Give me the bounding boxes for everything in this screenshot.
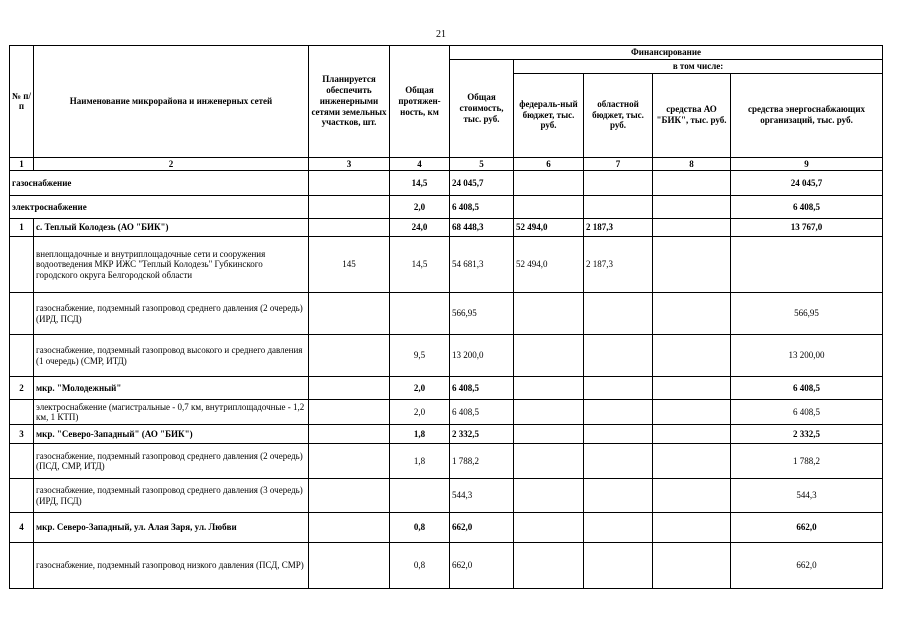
row-total-cost: 68 448,3 bbox=[450, 219, 514, 237]
table-row bbox=[10, 425, 883, 444]
row-federal bbox=[514, 171, 584, 196]
row-name: газоснабжение, подземный газопровод высокого и среднего давления (1 очередь) (СМР, ИТД) bbox=[34, 335, 309, 377]
row-total-cost: 566,95 bbox=[450, 293, 514, 335]
row-planned: 145 bbox=[309, 237, 390, 293]
row-number: 4 bbox=[10, 513, 34, 543]
row-length: 14,5 bbox=[390, 171, 450, 196]
row-bik bbox=[653, 444, 731, 479]
row-length: 1,8 bbox=[390, 444, 450, 479]
row-number bbox=[10, 400, 34, 425]
row-total-cost: 54 681,3 bbox=[450, 237, 514, 293]
row-regional bbox=[584, 196, 653, 219]
table-row bbox=[10, 219, 883, 237]
row-planned bbox=[309, 543, 390, 589]
row-regional bbox=[584, 293, 653, 335]
table-row bbox=[10, 237, 883, 293]
row-energy: 13 200,00 bbox=[731, 335, 883, 377]
table-row bbox=[10, 513, 883, 543]
row-regional bbox=[584, 513, 653, 543]
row-federal bbox=[514, 444, 584, 479]
row-length: 0,8 bbox=[390, 513, 450, 543]
row-number bbox=[10, 293, 34, 335]
row-name: с. Теплый Колодезь (АО "БИК") bbox=[34, 219, 309, 237]
row-total-cost: 6 408,5 bbox=[450, 377, 514, 400]
row-bik bbox=[653, 196, 731, 219]
row-length: 24,0 bbox=[390, 219, 450, 237]
row-length: 0,8 bbox=[390, 543, 450, 589]
row-energy: 6 408,5 bbox=[731, 400, 883, 425]
table-row bbox=[10, 543, 883, 589]
table-row bbox=[10, 293, 883, 335]
row-name: внеплощадочные и внутриплощадочные сети и сооружения водоотведения МКР ИЖС "Теплый Колодезь" Губкинского городского округа Белгородской области bbox=[34, 237, 309, 293]
row-number: 3 bbox=[10, 425, 34, 444]
row-regional bbox=[584, 543, 653, 589]
header-including: в том числе: bbox=[514, 59, 883, 73]
row-federal bbox=[514, 425, 584, 444]
header-financing: Финансирование bbox=[450, 46, 883, 60]
column-number: 1 bbox=[10, 157, 34, 171]
row-length: 2,0 bbox=[390, 400, 450, 425]
row-energy: 662,0 bbox=[731, 543, 883, 589]
row-federal bbox=[514, 335, 584, 377]
column-number: 9 bbox=[731, 157, 883, 171]
row-length: 9,5 bbox=[390, 335, 450, 377]
row-total-cost: 544,3 bbox=[450, 479, 514, 513]
row-planned bbox=[309, 425, 390, 444]
row-regional bbox=[584, 377, 653, 400]
table-row bbox=[10, 377, 883, 400]
table-row bbox=[10, 479, 883, 513]
table-row bbox=[10, 444, 883, 479]
row-planned bbox=[309, 196, 390, 219]
row-regional bbox=[584, 479, 653, 513]
row-bik bbox=[653, 335, 731, 377]
row-planned bbox=[309, 335, 390, 377]
row-total-cost: 662,0 bbox=[450, 543, 514, 589]
row-federal bbox=[514, 196, 584, 219]
row-energy: 662,0 bbox=[731, 513, 883, 543]
row-federal bbox=[514, 400, 584, 425]
row-number: 2 bbox=[10, 377, 34, 400]
row-planned bbox=[309, 444, 390, 479]
row-name: мкр. "Северо-Западный" (АО "БИК") bbox=[34, 425, 309, 444]
row-energy: 2 332,5 bbox=[731, 425, 883, 444]
row-total-cost: 24 045,7 bbox=[450, 171, 514, 196]
column-number: 4 bbox=[390, 157, 450, 171]
row-regional bbox=[584, 425, 653, 444]
row-federal bbox=[514, 293, 584, 335]
row-number bbox=[10, 479, 34, 513]
row-total-cost: 13 200,0 bbox=[450, 335, 514, 377]
header-energy: средства энергоснабжающих организаций, тыс. руб. bbox=[731, 73, 883, 157]
row-planned bbox=[309, 293, 390, 335]
row-total-cost: 6 408,5 bbox=[450, 400, 514, 425]
row-energy: 544,3 bbox=[731, 479, 883, 513]
row-energy: 1 788,2 bbox=[731, 444, 883, 479]
row-regional bbox=[584, 400, 653, 425]
row-length bbox=[390, 293, 450, 335]
row-bik bbox=[653, 513, 731, 543]
header-federal: федераль-ный бюджет, тыс. руб. bbox=[514, 73, 584, 157]
column-number: 2 bbox=[34, 157, 309, 171]
row-energy: 6 408,5 bbox=[731, 196, 883, 219]
row-energy: 6 408,5 bbox=[731, 377, 883, 400]
row-energy bbox=[731, 237, 883, 293]
row-federal: 52 494,0 bbox=[514, 237, 584, 293]
row-name: газоснабжение bbox=[10, 171, 309, 196]
row-total-cost: 662,0 bbox=[450, 513, 514, 543]
row-length: 1,8 bbox=[390, 425, 450, 444]
row-federal bbox=[514, 513, 584, 543]
row-bik bbox=[653, 293, 731, 335]
row-energy: 13 767,0 bbox=[731, 219, 883, 237]
header-name: Наименование микрорайона и инженерных сетей bbox=[34, 46, 309, 158]
row-planned bbox=[309, 171, 390, 196]
row-planned bbox=[309, 479, 390, 513]
row-bik bbox=[653, 171, 731, 196]
row-regional bbox=[584, 171, 653, 196]
row-name: газоснабжение, подземный газопровод среднего давления (3 очередь) (ИРД, ПСД) bbox=[34, 479, 309, 513]
row-bik bbox=[653, 237, 731, 293]
row-name: газоснабжение, подземный газопровод среднего давления (2 очередь) (ПСД, СМР, ИТД) bbox=[34, 444, 309, 479]
row-bik bbox=[653, 543, 731, 589]
row-regional: 2 187,3 bbox=[584, 219, 653, 237]
financing-table bbox=[9, 45, 883, 589]
row-total-cost: 6 408,5 bbox=[450, 196, 514, 219]
row-name: газоснабжение, подземный газопровод среднего давления (2 очередь) (ИРД, ПСД) bbox=[34, 293, 309, 335]
row-planned bbox=[309, 377, 390, 400]
column-number: 8 bbox=[653, 157, 731, 171]
row-regional bbox=[584, 444, 653, 479]
table-row bbox=[10, 400, 883, 425]
column-number-row bbox=[10, 157, 883, 171]
column-number: 3 bbox=[309, 157, 390, 171]
header-bik: средства АО "БИК", тыс. руб. bbox=[653, 73, 731, 157]
row-length: 2,0 bbox=[390, 196, 450, 219]
row-federal: 52 494,0 bbox=[514, 219, 584, 237]
row-number bbox=[10, 543, 34, 589]
row-regional: 2 187,3 bbox=[584, 237, 653, 293]
row-bik bbox=[653, 219, 731, 237]
table-row bbox=[10, 335, 883, 377]
row-bik bbox=[653, 377, 731, 400]
row-planned bbox=[309, 513, 390, 543]
table-row bbox=[10, 196, 883, 219]
row-name: электроснабжение bbox=[10, 196, 309, 219]
row-name: электроснабжение (магистральные - 0,7 км, внутриплощадочные - 1,2 км, 1 КТП) bbox=[34, 400, 309, 425]
header-total-cost: Общая стоимость, тыс. руб. bbox=[450, 59, 514, 157]
table-body bbox=[10, 171, 883, 589]
row-federal bbox=[514, 479, 584, 513]
row-total-cost: 2 332,5 bbox=[450, 425, 514, 444]
row-name: мкр. "Молодежный" bbox=[34, 377, 309, 400]
row-length: 2,0 bbox=[390, 377, 450, 400]
row-name: мкр. Северо-Западный, ул. Алая Заря, ул. Любви bbox=[34, 513, 309, 543]
row-name: газоснабжение, подземный газопровод низкого давления (ПСД, СМР) bbox=[34, 543, 309, 589]
row-length: 14,5 bbox=[390, 237, 450, 293]
column-number: 5 bbox=[450, 157, 514, 171]
row-number bbox=[10, 444, 34, 479]
row-bik bbox=[653, 400, 731, 425]
header-regional: областной бюджет, тыс. руб. bbox=[584, 73, 653, 157]
row-regional bbox=[584, 335, 653, 377]
header-num: № п/п bbox=[10, 46, 34, 158]
row-length bbox=[390, 479, 450, 513]
row-energy: 566,95 bbox=[731, 293, 883, 335]
column-number: 7 bbox=[584, 157, 653, 171]
table-row bbox=[10, 171, 883, 196]
row-federal bbox=[514, 543, 584, 589]
row-planned bbox=[309, 219, 390, 237]
row-planned bbox=[309, 400, 390, 425]
row-number: 1 bbox=[10, 219, 34, 237]
row-number bbox=[10, 237, 34, 293]
row-federal bbox=[514, 377, 584, 400]
row-energy: 24 045,7 bbox=[731, 171, 883, 196]
column-number: 6 bbox=[514, 157, 584, 171]
header-planned: Планируется обеспечить инженерными сетями земельных участков, шт. bbox=[309, 46, 390, 158]
row-bik bbox=[653, 479, 731, 513]
header-length: Общая протяжен-ность, км bbox=[390, 46, 450, 158]
row-total-cost: 1 788,2 bbox=[450, 444, 514, 479]
row-number bbox=[10, 335, 34, 377]
row-bik bbox=[653, 425, 731, 444]
page-number: 21 bbox=[436, 29, 446, 40]
